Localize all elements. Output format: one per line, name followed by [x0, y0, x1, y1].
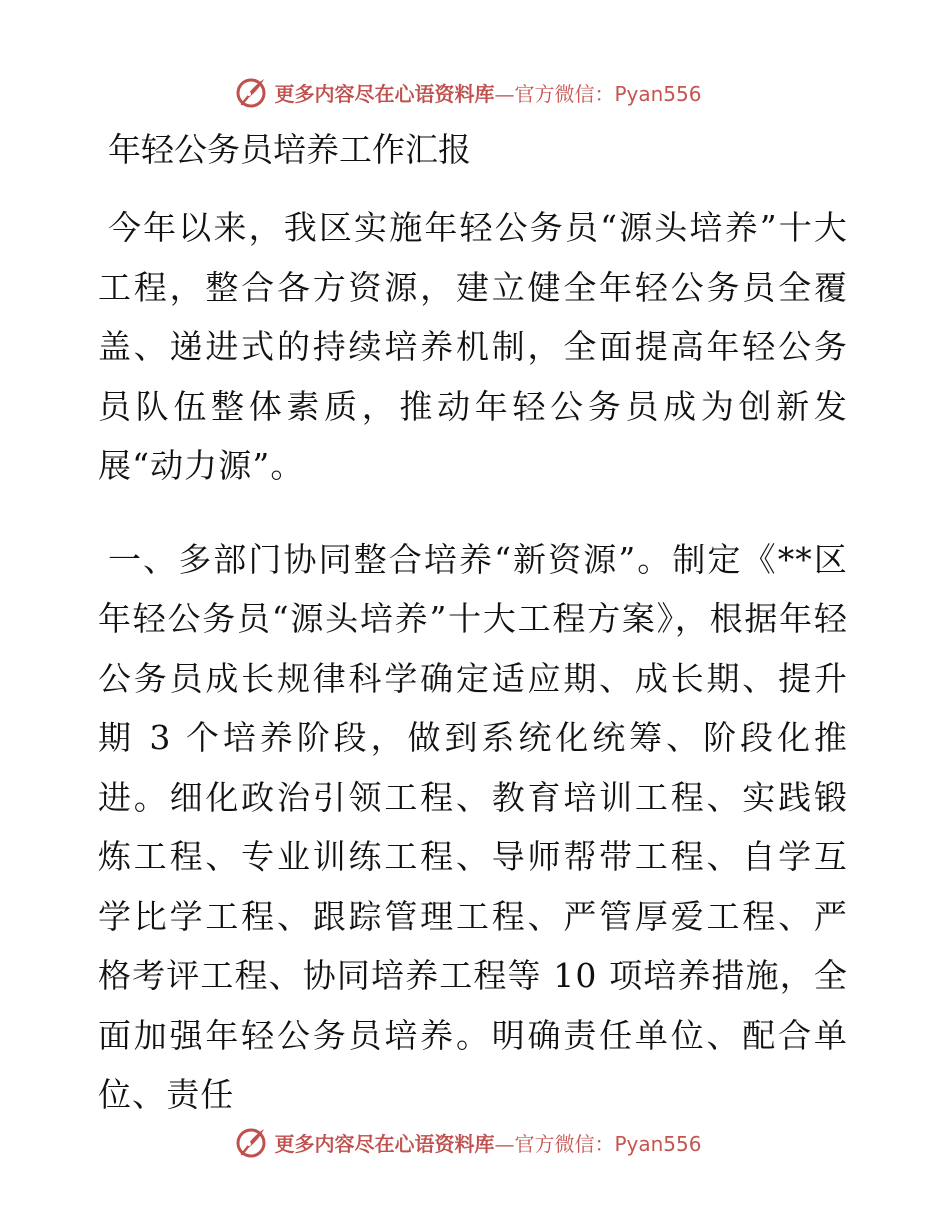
banner-wechat-text: 官方微信：Pyan556	[514, 81, 702, 106]
paragraph-intro: 今年以来，我区实施年轻公务员“源头培养”十大工程，整合各方资源，建立健全年轻公务员全覆盖、递进式的持续培养机制，全面提高年轻公务员队伍整体素质，推动年轻公务员成为创新发展“动力源”。	[98, 208, 848, 485]
banner-site-text: 更多内容尽在心语资料库	[274, 81, 495, 106]
paragraph-section-one: 一、多部门协同整合培养“新资源”。制定《**区年轻公务员“源头培养”十大工程方案》，根据年轻公务员成长规律科学确定适应期、成长期、提升期 3 个培养阶段，做到系统化统筹、阶段化推进。细化政治引领工程、教育培训工程、实践锻炼工程、专业训练工程、导师帮带工程、自学互学比学工程、跟踪管理工程、严管厚爱工程、严格考评工程、协同培养工程等 10 项培养措施，全面加强年轻公务员培养。明确责任单位、配合单位、责任	[98, 539, 848, 1114]
banner-site-text: 更多内容尽在心语资料库	[274, 1131, 495, 1156]
footer-watermark-banner	[0, 1122, 950, 1162]
quill-logo-icon	[234, 1125, 268, 1159]
banner-wechat-text: 官方微信：Pyan556	[514, 1131, 702, 1156]
banner-separator: —	[494, 81, 515, 106]
document-body	[98, 120, 848, 1125]
quill-logo-icon	[234, 75, 268, 109]
document-title: 年轻公务员培养工作汇报	[108, 130, 471, 169]
banner-separator: —	[494, 1131, 515, 1156]
header-watermark-banner	[0, 72, 950, 112]
